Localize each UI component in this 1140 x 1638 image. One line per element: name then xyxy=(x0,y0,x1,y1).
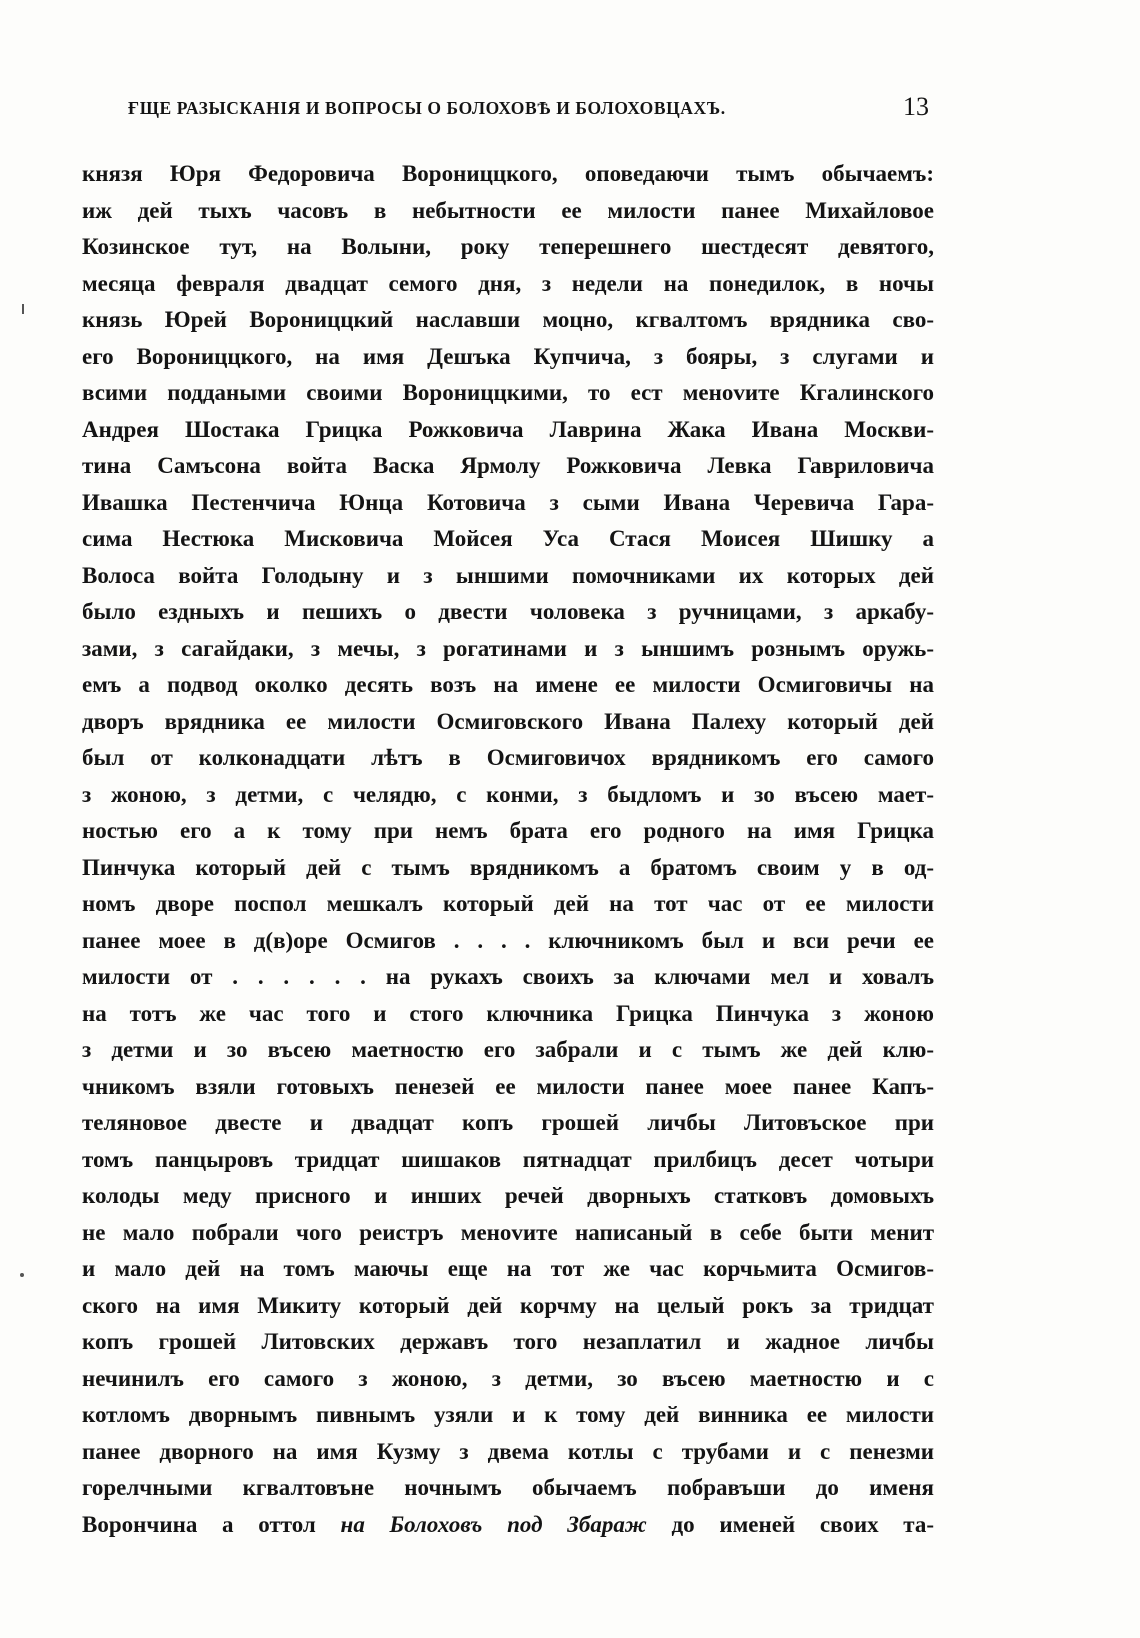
text-line: сима Нестюка Мисковича Мойсея Уса Стася Моисея Шишку а xyxy=(82,526,934,551)
text-line: не мало побрали чого реистръ менovите написаный в себе быти менит xyxy=(82,1219,934,1245)
text-line: колоды меду присного и инших речей дворныхъ статковъ домовыхъ xyxy=(82,1183,934,1208)
text-line: ностью его а к тому при немъ брата его родного на имя Грицка xyxy=(82,818,934,843)
text-line: чникомъ взяли готовыхъ пенезей ее милости панее моее панее Капъ- xyxy=(82,1073,934,1099)
italic-place-name: на Болоховъ под Збараж xyxy=(340,1511,647,1537)
text-line: было ездныхъ и пешихъ о двести чоловека з ручницами, з аркабу- xyxy=(82,599,934,624)
margin-mark xyxy=(20,1273,24,1277)
text-line: был от колконадцати лѣтъ в Осмиговичох врядникомъ его самого xyxy=(82,745,934,770)
text-line: месяца февраля двадцат семого дня, з недели на понедилок, в ночы xyxy=(82,270,934,296)
text-line xyxy=(82,1507,934,1544)
text-line: з жоною, з детми, с челядю, с конми, з быдломъ и зо въсею мает- xyxy=(82,781,934,807)
text-line: номъ дворе поспол мешкалъ который дей на тот час от ее милости xyxy=(82,891,934,916)
body-text xyxy=(82,156,934,1543)
text-line: панее дворного на имя Кузму з двема котлы с трубами и с пенезми xyxy=(82,1438,934,1464)
text-line: ского на имя Микиту который дей корчму на целый рокъ за тридцат xyxy=(82,1292,934,1318)
text-line: его Ворониццкого, на имя Дешъка Купчича, з бояры, з слугами и xyxy=(82,343,934,369)
text-line: томъ панцыровъ тридцат шишаков пятнадцат прилбицъ десет чотыри xyxy=(82,1146,934,1172)
text-line: тина Самъсона войта Васка Ярмолу Рожковича Левка Гавриловича xyxy=(82,453,934,478)
text-line: Ивашка Пестенчича Юнца Котовича з сыми Ивана Черевича Гара- xyxy=(82,489,934,515)
text-line: милости от . . . . . . на рукахъ своихъ за ключами мел и ховалъ xyxy=(82,964,934,989)
text-line: на тотъ же час того и стого ключника Грицка Пинчука з жоною xyxy=(82,1000,934,1026)
text-line: з детми и зо въсею маетностю его забрали и с тымъ же дей клю- xyxy=(82,1037,934,1062)
text-line: Волоса войта Голодыну и з ыншими помочниками их которых дей xyxy=(82,562,934,588)
text-line: князь Юрей Ворониццкий наславши моцно, кгвалтомъ врядника сво- xyxy=(82,307,934,332)
text-line-end: до именей своих та- xyxy=(671,1511,934,1537)
text-line: зами, з сагайдаки, з мечы, з рогатинами и з ыншимъ рознымъ оружь- xyxy=(82,635,934,661)
text-line: горелчными кгвалтовъне ночнымъ обычаемъ побравъши до именя xyxy=(82,1475,934,1500)
text-line: панее моее в д(в)оре Осмигов . . . . ключникомъ был и вси речи ее xyxy=(82,927,934,953)
text-line: дворъ врядника ее милости Осмиговского Ивана Палеху который дей xyxy=(82,708,934,734)
page-number: 13 xyxy=(903,92,929,121)
text-line: всими поддаными своими Ворониццкими, то ест менovите Кгалинского xyxy=(82,380,934,405)
text-line: теляновое двесте и двадцат копъ грошей личбы Литовъское при xyxy=(82,1110,934,1135)
running-head xyxy=(128,92,948,126)
text-line: емъ а подвод околко десять возъ на имене ее милости Осмиговичы на xyxy=(82,672,934,697)
text-line: Пинчука который дей с тымъ врядникомъ а братомъ своим у в од- xyxy=(82,854,934,880)
text-line: котломъ дворнымъ пивнымъ узяли и к тому дей винника ее милости xyxy=(82,1402,934,1427)
running-head-title: ҒЩЕ РАЗЫСКАНІЯ И ВОПРОСЫ О БОЛОХОВѢ И БОЛОХОВЦАХЪ. xyxy=(128,98,726,118)
text-line: копъ грошей Литовских державъ того незаплатил и жадное личбы xyxy=(82,1329,934,1354)
text-line: иж дей тыхъ часовъ в небытности ее милости панее Михайловое xyxy=(82,197,934,223)
text-line: Андрея Шостака Грицка Рожковича Лаврина Жака Ивана Москви- xyxy=(82,416,934,442)
margin-mark xyxy=(22,304,24,314)
text-line: князя Юря Федоровича Ворониццкого, оповедаючи тымъ обычаемъ: xyxy=(82,161,934,186)
text-line: нечинилъ его самого з жоною, з детми, зо въсею маетностю и с xyxy=(82,1365,934,1391)
text-line-start: Ворончина а оттол xyxy=(82,1511,316,1537)
text-line: Козинское тут, на Волыни, року теперешнего шестдесят девятого, xyxy=(82,234,934,259)
text-line: и мало дей на томъ маючы еще на тот же час корчьмита Осмигов- xyxy=(82,1256,934,1281)
